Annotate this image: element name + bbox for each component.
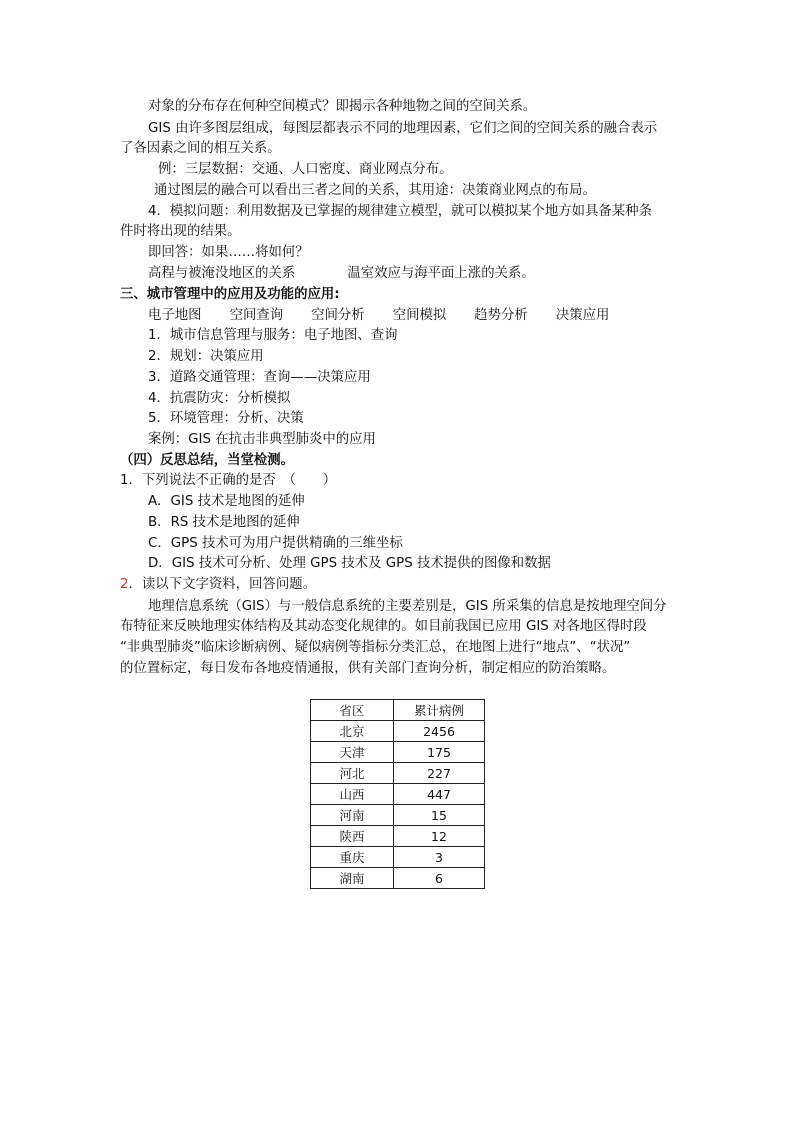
paragraph-gis-layers-2: 了各因素之间的相互关系。	[120, 141, 281, 156]
question-1	[120, 471, 336, 491]
question-2-passage-line-2: 布特征来反映地理实体结构及其动态变化规律的。如目前我国已应用 GIS 对各地区得时段	[120, 619, 647, 634]
section3-item-5: 5．环境管理：分析、决策	[148, 411, 304, 426]
question-2	[120, 575, 316, 595]
question-1-number: 1	[120, 473, 129, 488]
question-2-passage-line-3: “非典型肺炎”临床诊断病例、疑似病例等指标分类汇总，在地图上进行“地点”、“状况”	[120, 640, 631, 655]
term-spatial-query: 空间查询	[229, 308, 284, 323]
paragraph-example-layers: 例：三层数据：交通、人口密度、商业网点分布。	[158, 162, 453, 177]
table-cell-cases: 227	[394, 763, 485, 784]
table-header-row	[311, 700, 485, 721]
term-spatial-analysis: 空间分析	[311, 308, 365, 323]
question-1-option-b: B．RS 技术是地图的延伸	[148, 515, 300, 530]
paragraph-simulation-2: 件时将出现的结果。	[120, 224, 241, 239]
table-header-cases: 累计病例	[394, 700, 485, 721]
table-header-province: 省区	[311, 700, 394, 721]
question-2-number: 2	[120, 577, 129, 592]
question-2-text: ．读以下文字资料，回答问题。	[128, 577, 316, 592]
term-trend-analysis: 趋势分析	[474, 308, 528, 323]
paragraph-gis-layers-1: GIS 由许多图层组成，每图层都表示不同的地理因素，它们之间的空间关系的融合表示	[148, 121, 658, 136]
table-cell-cases: 447	[394, 784, 485, 805]
section3-terms	[148, 306, 609, 326]
table-row	[311, 763, 485, 784]
question-2-passage-line-4: 的位置标定，每日发布各地疫情通报，供有关部门查询分析，制定相应的防治策略。	[120, 661, 616, 676]
table-row	[311, 784, 485, 805]
cases-table	[310, 699, 485, 889]
table-cell-province: 湖南	[311, 868, 394, 889]
question-1-option-a: A．GIS 技术是地图的延伸	[148, 494, 305, 509]
section3-item-4: 4．抗震防灾：分析模拟	[148, 391, 291, 406]
paragraph-what-if: 即回答：如果……将如何？	[148, 245, 309, 260]
table-cell-cases: 12	[394, 826, 485, 847]
paragraph-relation-examples	[148, 264, 535, 284]
question-1-option-c: C．GPS 技术可为用户提供精确的三维坐标	[148, 536, 403, 551]
table-cell-province: 陕西	[311, 826, 394, 847]
table-cell-province: 重庆	[311, 847, 394, 868]
paragraph-spatial-pattern: 对象的分布存在何种空间模式？即揭示各种地物之间的空间关系。	[148, 99, 537, 114]
table-cell-province: 天津	[311, 742, 394, 763]
table-row	[311, 826, 485, 847]
section3-heading: 三、城市管理中的应用及功能的应用:	[120, 287, 340, 302]
question-1-text: ．下列说法不正确的是否 （ ）	[128, 473, 337, 488]
section3-item-2: 2．规划：决策应用	[148, 349, 264, 364]
section3-item-3: 3．道路交通管理：查询——决策应用	[148, 370, 371, 385]
relation-elevation-flood: 高程与被淹没地区的关系	[148, 266, 296, 281]
table-cell-province: 河南	[311, 805, 394, 826]
term-electronic-map: 电子地图	[148, 308, 202, 323]
section4-heading: （四）反思总结，当堂检测。	[120, 453, 295, 468]
term-spatial-simulation: 空间模拟	[392, 308, 447, 323]
table-cell-cases: 6	[394, 868, 485, 889]
table-cell-cases: 175	[394, 742, 485, 763]
section3-case: 案例：GIS 在抗击非典型肺炎中的应用	[148, 432, 376, 447]
table-row	[311, 868, 485, 889]
relation-greenhouse-sea: 温室效应与海平面上涨的关系。	[347, 266, 535, 281]
section3-item-1: 1．城市信息管理与服务：电子地图、查询	[148, 328, 398, 343]
table-cell-province: 河北	[311, 763, 394, 784]
table-cell-cases: 15	[394, 805, 485, 826]
question-1-option-d: D．GIS 技术可分析、处理 GPS 技术及 GPS 技术提供的图像和数据	[148, 556, 551, 571]
table-cell-cases: 3	[394, 847, 485, 868]
table-cell-province: 北京	[311, 721, 394, 742]
paragraph-simulation-1: 4．模拟问题：利用数据及已掌握的规律建立模型，就可以模拟某个地方如具备某种条	[148, 204, 652, 219]
question-2-passage-line-1: 地理信息系统（GIS）与一般信息系统的主要差别是，GIS 所采集的信息是按地理空间分	[148, 599, 667, 614]
paragraph-layer-fusion: 通过图层的融合可以看出三者之间的关系，其用途：决策商业网点的布局。	[154, 183, 596, 198]
table-row	[311, 847, 485, 868]
table-row	[311, 721, 485, 742]
table-cell-province: 山西	[311, 784, 394, 805]
term-decision-application: 决策应用	[555, 308, 610, 323]
table-row	[311, 742, 485, 763]
table-cell-cases: 2456	[394, 721, 485, 742]
table-row	[311, 805, 485, 826]
